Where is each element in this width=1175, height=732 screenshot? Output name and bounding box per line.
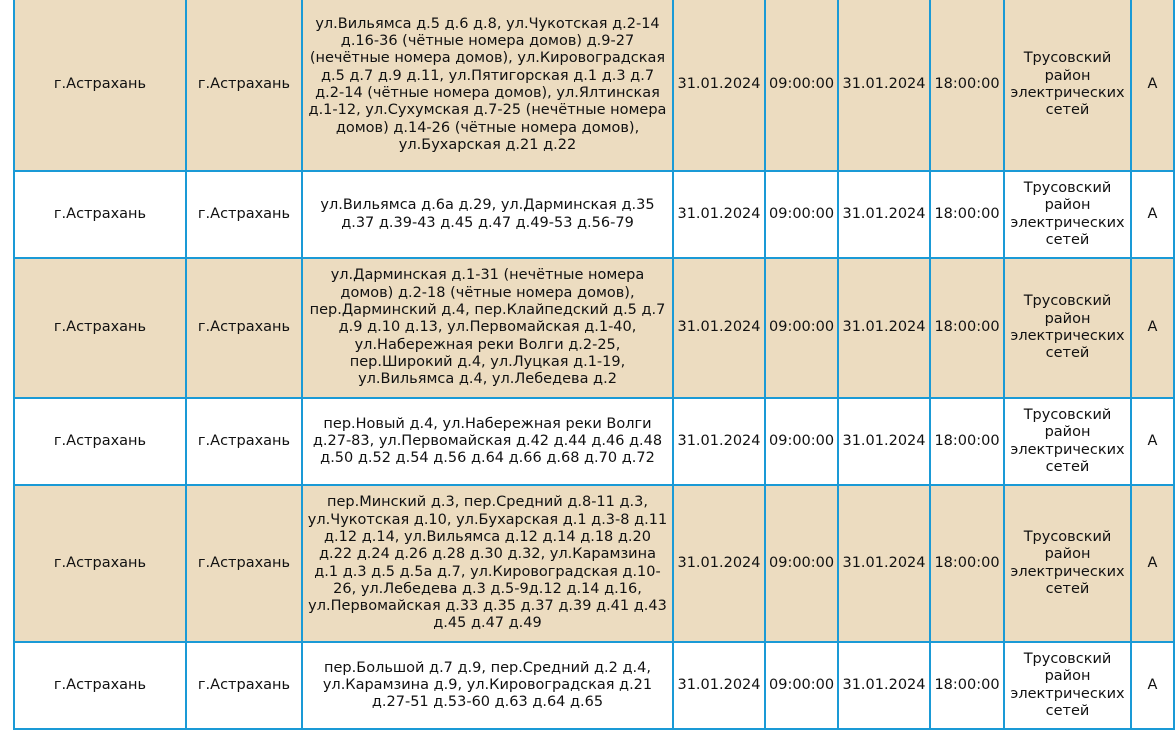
table-row (14, 485, 1174, 642)
city-cell: г.Астрахань (14, 171, 186, 258)
extra-cell: А (1131, 642, 1174, 729)
start-time-cell: 09:00:00 (765, 485, 838, 642)
end-date-cell: 31.01.2024 (838, 258, 930, 398)
city-cell: г.Астрахань (14, 485, 186, 642)
end-time-cell: 18:00:00 (930, 642, 1004, 729)
address-cell: ул.Вильямса д.5 д.6 д.8, ул.Чукотская д.2-14 д.16-36 (чётные номера домов) д.9-27 (нечётные номера домов), ул.Кировоградская д.5 д.7 д.9 д.11, ул.Пятигорская д.1 д.3 д.7 д.2-14 (чётные номера домов), ул.Ялтинская д.1-12, ул.Сухумская д.7-25 (нечётные номера домов) д.14-26 (чётные номера домов), ул.Бухарская д.21 д.22 (302, 0, 673, 171)
outage-table (13, 0, 1175, 730)
start-date-cell: 31.01.2024 (673, 0, 765, 171)
settlement-cell: г.Астрахань (186, 642, 302, 729)
outage-table-container (13, 0, 1158, 728)
end-time-cell: 18:00:00 (930, 398, 1004, 485)
end-time-cell: 18:00:00 (930, 258, 1004, 398)
end-time-cell: 18:00:00 (930, 171, 1004, 258)
region-cell: Трусовский район электрических сетей (1004, 398, 1131, 485)
extra-cell: А (1131, 485, 1174, 642)
start-time-cell: 09:00:00 (765, 258, 838, 398)
region-cell: Трусовский район электрических сетей (1004, 258, 1131, 398)
region-cell: Трусовский район электрических сетей (1004, 0, 1131, 171)
end-time-cell: 18:00:00 (930, 0, 1004, 171)
start-time-cell: 09:00:00 (765, 0, 838, 171)
table-row (14, 258, 1174, 398)
region-cell: Трусовский район электрических сетей (1004, 485, 1131, 642)
end-date-cell: 31.01.2024 (838, 171, 930, 258)
end-date-cell: 31.01.2024 (838, 0, 930, 171)
end-date-cell: 31.01.2024 (838, 398, 930, 485)
table-row (14, 0, 1174, 171)
start-time-cell: 09:00:00 (765, 171, 838, 258)
end-date-cell: 31.01.2024 (838, 485, 930, 642)
end-time-cell: 18:00:00 (930, 485, 1004, 642)
region-cell: Трусовский район электрических сетей (1004, 642, 1131, 729)
settlement-cell: г.Астрахань (186, 485, 302, 642)
start-date-cell: 31.01.2024 (673, 642, 765, 729)
address-cell: пер.Новый д.4, ул.Набережная реки Волги д.27-83, ул.Первомайская д.42 д.44 д.46 д.48 д.50 д.52 д.54 д.56 д.64 д.66 д.68 д.70 д.72 (302, 398, 673, 485)
extra-cell: А (1131, 171, 1174, 258)
start-date-cell: 31.01.2024 (673, 398, 765, 485)
table-row (14, 642, 1174, 729)
table-row (14, 398, 1174, 485)
settlement-cell: г.Астрахань (186, 398, 302, 485)
city-cell: г.Астрахань (14, 398, 186, 485)
address-cell: пер.Большой д.7 д.9, пер.Средний д.2 д.4, ул.Карамзина д.9, ул.Кировоградская д.21 д.27-51 д.53-60 д.63 д.64 д.65 (302, 642, 673, 729)
city-cell: г.Астрахань (14, 258, 186, 398)
start-date-cell: 31.01.2024 (673, 485, 765, 642)
start-date-cell: 31.01.2024 (673, 171, 765, 258)
settlement-cell: г.Астрахань (186, 0, 302, 171)
table-row (14, 171, 1174, 258)
address-cell: ул.Вильямса д.6а д.29, ул.Дарминская д.35 д.37 д.39-43 д.45 д.47 д.49-53 д.56-79 (302, 171, 673, 258)
end-date-cell: 31.01.2024 (838, 642, 930, 729)
region-cell: Трусовский район электрических сетей (1004, 171, 1131, 258)
address-cell: ул.Дарминская д.1-31 (нечётные номера домов) д.2-18 (чётные номера домов), пер.Дарминский д.4, пер.Клайпедский д.5 д.7 д.9 д.10 д.13, ул.Первомайская д.1-40, ул.Набережная реки Волги д.2-25, пер.Широкий д.4, ул.Луцкая д.1-19, ул.Вильямса д.4, ул.Лебедева д.2 (302, 258, 673, 398)
city-cell: г.Астрахань (14, 0, 186, 171)
start-time-cell: 09:00:00 (765, 642, 838, 729)
address-cell: пер.Минский д.3, пер.Средний д.8-11 д.3, ул.Чукотская д.10, ул.Бухарская д.1 д.3-8 д.11 д.12 д.14, ул.Вильямса д.12 д.14 д.18 д.20 д.22 д.24 д.26 д.28 д.30 д.32, ул.Карамзина д.1 д.3 д.5 д.5а д.7, ул.Кировоградская д.10-26, ул.Лебедева д.3 д.5-9д.12 д.14 д.16, ул.Первомайская д.33 д.35 д.37 д.39 д.41 д.43 д.45 д.47 д.49 (302, 485, 673, 642)
extra-cell: А (1131, 0, 1174, 171)
settlement-cell: г.Астрахань (186, 171, 302, 258)
extra-cell: А (1131, 258, 1174, 398)
settlement-cell: г.Астрахань (186, 258, 302, 398)
extra-cell: А (1131, 398, 1174, 485)
start-date-cell: 31.01.2024 (673, 258, 765, 398)
city-cell: г.Астрахань (14, 642, 186, 729)
start-time-cell: 09:00:00 (765, 398, 838, 485)
